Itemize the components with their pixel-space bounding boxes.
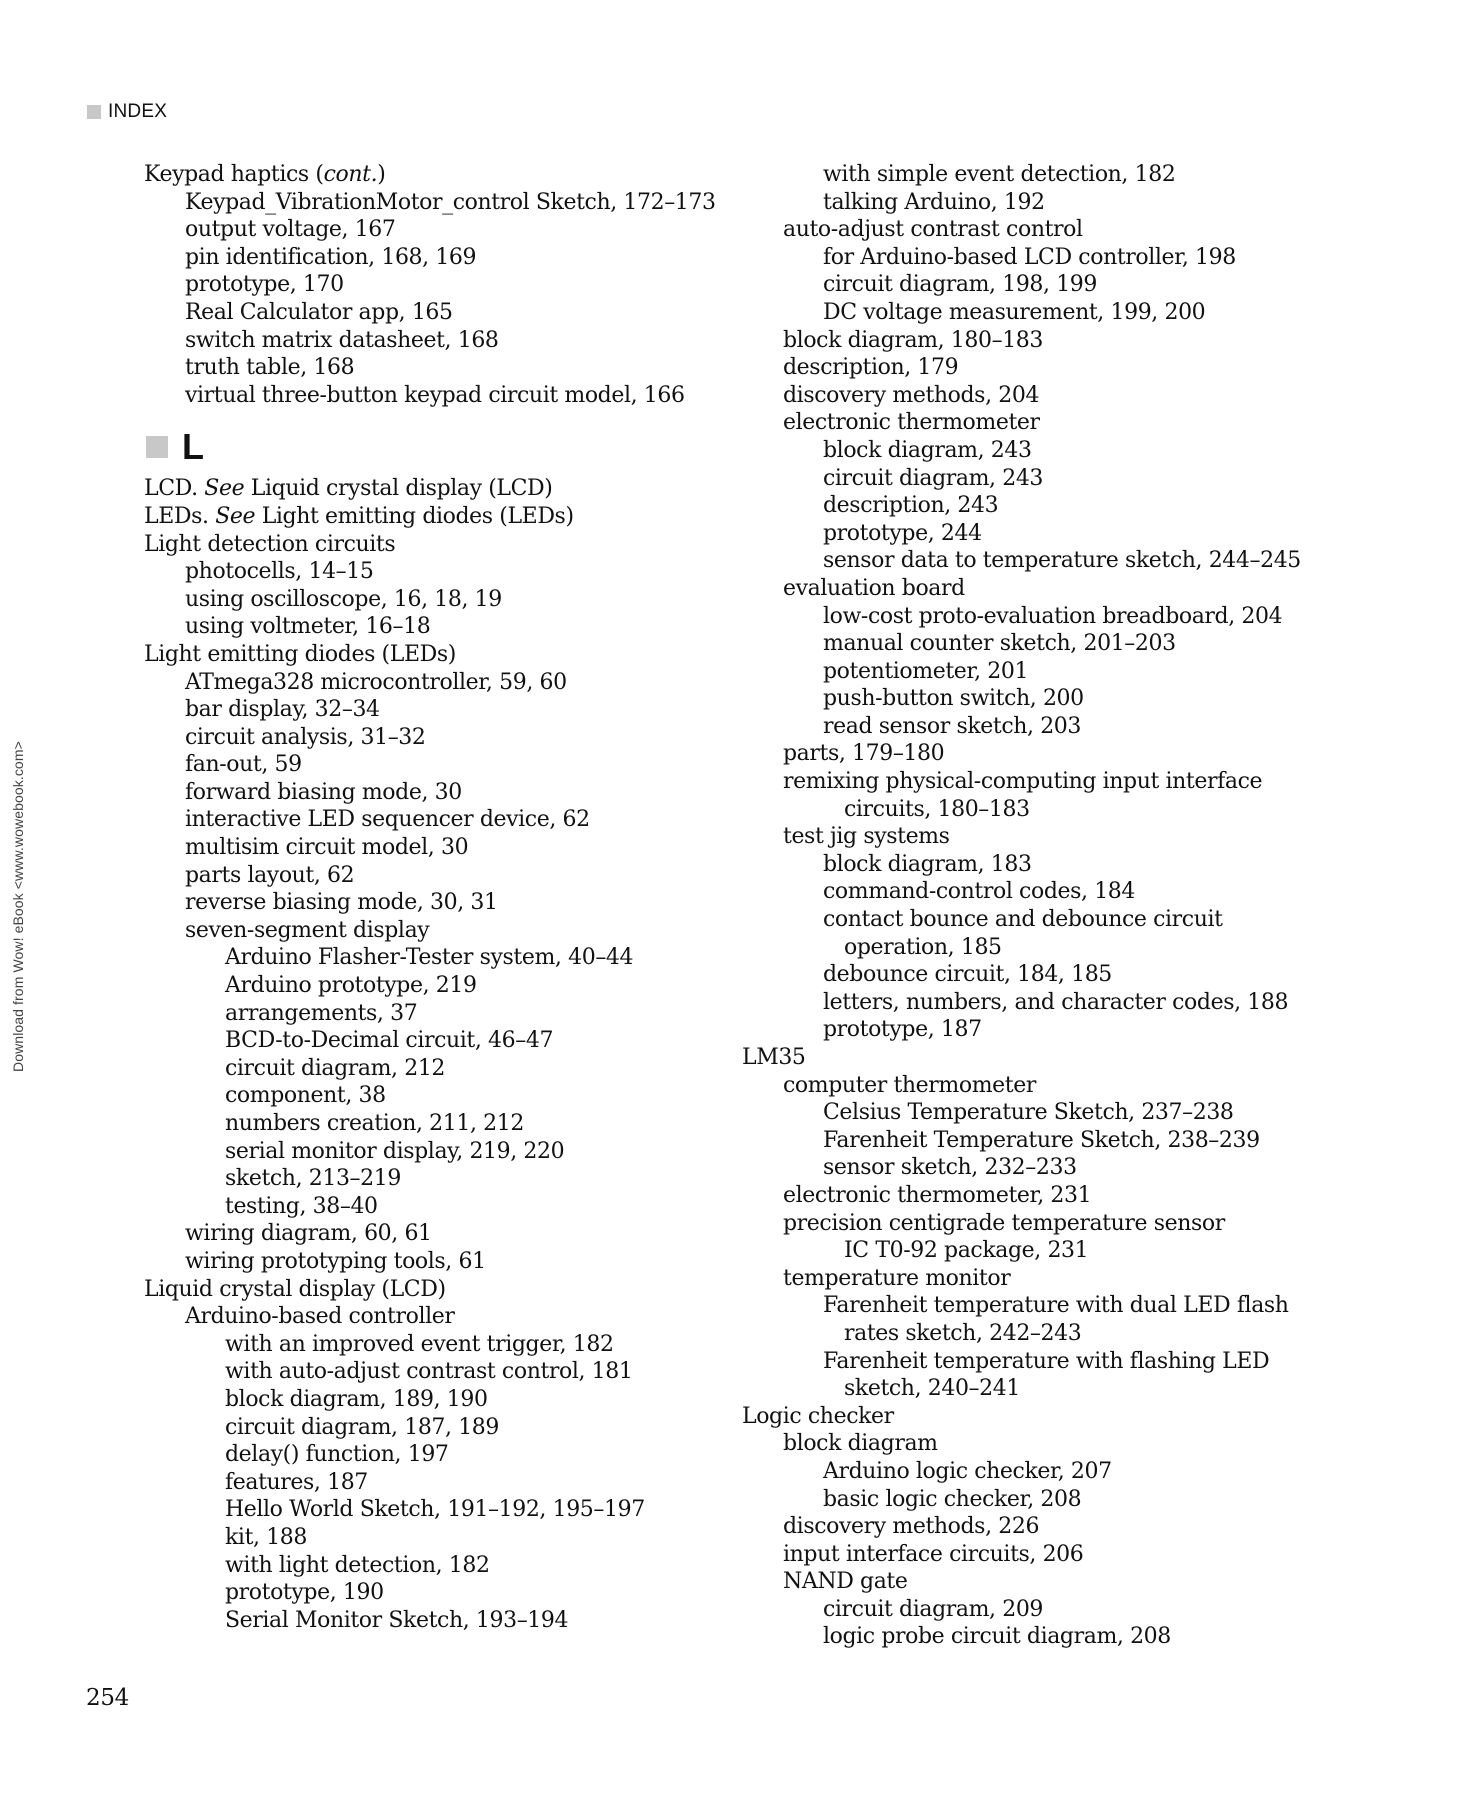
index-subsubentry: manual counter sketch, 201–203: [823, 631, 1176, 657]
index-subsubentry: arrangements, 37: [225, 1000, 418, 1026]
index-subsubentry: description, 243: [823, 493, 999, 519]
index-subentry-computer-thermometer: computer thermometer: [783, 1072, 1036, 1098]
index-subentry-electronic-thermometer: electronic thermometer: [783, 410, 1040, 436]
index-subentry: block diagram, 180–183: [783, 327, 1043, 353]
index-entry-lcd-see: LCD. See Liquid crystal display (LCD): [144, 476, 553, 502]
index-subsubentry: block diagram, 189, 190: [225, 1386, 488, 1412]
index-subsubentry: features, 187: [225, 1469, 368, 1495]
index-subsubentry: talking Arduino, 192: [823, 189, 1045, 215]
index-subsubentry: Farenheit temperature with flashing LED: [823, 1348, 1270, 1374]
index-continuation: sketch, 240–241: [844, 1376, 1020, 1402]
index-subsubentry: sensor data to temperature sketch, 244–245: [823, 548, 1301, 574]
index-subsubentry: circuit diagram, 198, 199: [823, 272, 1098, 298]
index-subentry: Keypad_VibrationMotor_control Sketch, 172–173: [185, 189, 716, 215]
index-subentry: forward biasing mode, 30: [185, 779, 462, 805]
index-entry-light-detection: Light detection circuits: [144, 531, 396, 557]
index-subsubentry: serial monitor display, 219, 220: [225, 1138, 565, 1164]
index-subentry-controller: Arduino-based controller: [185, 1304, 455, 1330]
index-subsubentry: basic logic checker, 208: [823, 1486, 1082, 1512]
index-subsubentry: Serial Monitor Sketch, 193–194: [225, 1607, 569, 1633]
index-subsubentry: prototype, 244: [823, 520, 982, 546]
index-subentry: using voltmeter, 16–18: [185, 614, 431, 640]
index-subsubentry: logic probe circuit diagram, 208: [823, 1624, 1171, 1650]
index-subsubentry: low-cost proto-evaluation breadboard, 204: [823, 603, 1283, 629]
index-subentry: Real Calculator app, 165: [185, 299, 453, 325]
index-subsubentry: component, 38: [225, 1083, 386, 1109]
header-label: INDEX: [108, 101, 168, 122]
index-entry-lcd: Liquid crystal display (LCD): [144, 1276, 446, 1302]
index-entry-logic-checker: Logic checker: [742, 1403, 894, 1429]
index-subentry: virtual three-button keypad circuit model, 166: [185, 382, 685, 408]
index-entry-leds-see: LEDs. See Light emitting diodes (LEDs): [144, 503, 574, 529]
index-subentry: bar display, 32–34: [185, 697, 380, 723]
section-heading-l: [144, 422, 744, 472]
index-subsubentry: Celsius Temperature Sketch, 237–238: [823, 1100, 1234, 1126]
index-subentry-evaluation-board: evaluation board: [783, 575, 965, 601]
index-subsubentry: numbers creation, 211, 212: [225, 1111, 524, 1136]
index-subentry: switch matrix datasheet, 168: [185, 327, 499, 353]
index-subentry-remixing: remixing physical-computing input interface: [783, 769, 1263, 795]
index-entry-leds: Light emitting diodes (LEDs): [144, 641, 456, 667]
index-subentry-nand-gate: NAND gate: [783, 1569, 908, 1595]
index-subentry-seven-segment: seven-segment display: [185, 917, 430, 943]
index-subsubentry: command-control codes, 184: [823, 879, 1135, 905]
index-column-right: [742, 161, 1362, 1651]
index-subsubentry: with auto-adjust contrast control, 181: [225, 1359, 633, 1385]
index-subentry: input interface circuits, 206: [783, 1541, 1084, 1567]
index-subsubentry: sensor sketch, 232–233: [823, 1155, 1077, 1181]
index-subsubentry: delay() function, 197: [225, 1442, 449, 1468]
index-subentry: description, 179: [783, 355, 959, 381]
download-watermark: Download from Wow! eBook <www.wowebook.com>: [10, 741, 26, 1072]
index-subsubentry: circuit diagram, 212: [225, 1055, 446, 1081]
index-continuation: IC T0-92 package, 231: [844, 1238, 1089, 1264]
index-subsubentry: potentiometer, 201: [823, 658, 1029, 684]
index-subentry: photocells, 14–15: [185, 559, 374, 585]
index-subentry: ATmega328 microcontroller, 59, 60: [185, 669, 567, 695]
section-square-icon: [146, 436, 168, 458]
index-subentry: truth table, 168: [185, 355, 355, 381]
index-subsubentry: testing, 38–40: [225, 1193, 378, 1219]
index-subsubentry: letters, numbers, and character codes, 188: [823, 989, 1289, 1015]
index-subentry: prototype, 170: [185, 272, 344, 298]
index-continuation: rates sketch, 242–243: [844, 1320, 1082, 1346]
index-subsubentry: with light detection, 182: [225, 1552, 490, 1578]
index-subentry: discovery methods, 204: [783, 382, 1040, 408]
index-subsubentry: contact bounce and debounce circuit: [823, 907, 1223, 933]
index-continuation: operation, 185: [844, 934, 1002, 960]
index-subentry: using oscilloscope, 16, 18, 19: [185, 586, 502, 612]
index-subentry: fan-out, 59: [185, 752, 302, 778]
index-subsubentry: Farenheit Temperature Sketch, 238–239: [823, 1127, 1260, 1153]
page-number: 254: [86, 1685, 129, 1711]
index-subsubentry: Hello World Sketch, 191–192, 195–197: [225, 1497, 645, 1523]
section-letter: L: [182, 426, 204, 468]
index-entry-keypad-haptics: Keypad haptics (cont.): [144, 162, 386, 187]
index-subentry: circuit analysis, 31–32: [185, 724, 426, 750]
index-entry-lm35: LM35: [742, 1045, 806, 1070]
index-subsubentry: circuit diagram, 243: [823, 465, 1044, 491]
index-subsubentry: debounce circuit, 184, 185: [823, 962, 1112, 988]
index-column-left: [144, 161, 744, 1634]
index-subsubentry: for Arduino-based LCD controller, 198: [823, 244, 1236, 270]
index-continuation: circuits, 180–183: [844, 796, 1030, 822]
index-subsubentry: Arduino Flasher-Tester system, 40–44: [225, 945, 634, 971]
index-subsubentry: sketch, 213–219: [225, 1166, 401, 1192]
index-subentry: reverse biasing mode, 30, 31: [185, 890, 498, 916]
index-subsubentry: with simple event detection, 182: [823, 162, 1176, 187]
index-subsubentry: prototype, 190: [225, 1580, 384, 1606]
header-square-icon: [87, 105, 101, 119]
index-subsubentry: circuit diagram, 187, 189: [225, 1414, 500, 1440]
index-subsubentry: circuit diagram, 209: [823, 1596, 1044, 1622]
index-subsubentry: BCD-to-Decimal circuit, 46–47: [225, 1028, 554, 1054]
index-subentry: parts, 179–180: [783, 741, 945, 767]
index-subsubentry: block diagram, 183: [823, 851, 1032, 877]
index-subentry: electronic thermometer, 231: [783, 1182, 1092, 1208]
running-header: [87, 100, 167, 124]
index-subentry-precision: precision centigrade temperature sensor: [783, 1210, 1225, 1236]
index-subentry-temperature-monitor: temperature monitor: [783, 1265, 1011, 1291]
index-subentry: pin identification, 168, 169: [185, 244, 477, 270]
index-subentry-test-jig: test jig systems: [783, 824, 950, 850]
index-subsubentry: Arduino prototype, 219: [225, 973, 477, 999]
index-subentry: output voltage, 167: [185, 217, 396, 243]
index-subsubentry: DC voltage measurement, 199, 200: [823, 299, 1206, 325]
index-subsubentry: read sensor sketch, 203: [823, 713, 1082, 739]
index-subentry: interactive LED sequencer device, 62: [185, 807, 590, 833]
index-subsubentry: with an improved event trigger, 182: [225, 1331, 614, 1357]
index-subsubentry: prototype, 187: [823, 1017, 982, 1043]
index-subentry: discovery methods, 226: [783, 1514, 1040, 1540]
index-subentry: wiring diagram, 60, 61: [185, 1221, 432, 1247]
index-subentry: wiring prototyping tools, 61: [185, 1248, 486, 1274]
index-subsubentry: push-button switch, 200: [823, 686, 1084, 712]
index-subsubentry: block diagram, 243: [823, 437, 1032, 463]
index-subentry-block-diagram: block diagram: [783, 1431, 938, 1457]
index-subentry-auto-adjust: auto-adjust contrast control: [783, 217, 1083, 243]
index-subsubentry: Farenheit temperature with dual LED flash: [823, 1293, 1289, 1319]
index-subentry: parts layout, 62: [185, 862, 355, 888]
index-subentry: multisim circuit model, 30: [185, 835, 469, 861]
index-subsubentry: kit, 188: [225, 1524, 307, 1550]
index-subsubentry: Arduino logic checker, 207: [823, 1458, 1112, 1484]
